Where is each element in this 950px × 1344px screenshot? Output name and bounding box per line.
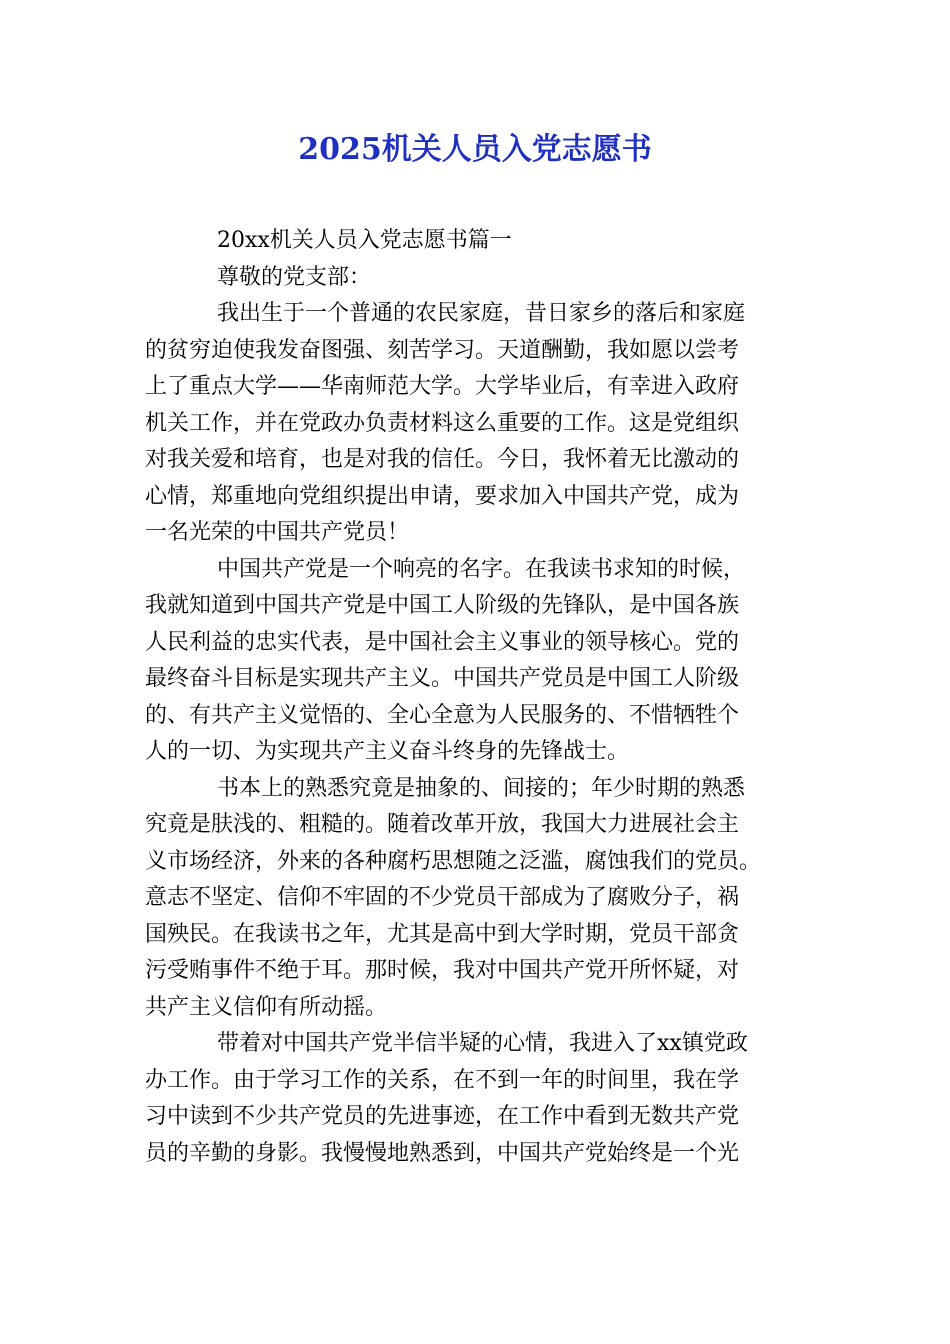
text-line-section-heading: 20xx机关人员入党志愿书篇一 (217, 228, 512, 253)
text-line-salutation: 尊敬的党支部： (217, 264, 372, 290)
text-line: 心情，郑重地向党组织提出申请，要求加入中国共产党，成为 (145, 483, 740, 509)
text-line: 人民利益的忠实代表，是中国社会主义事业的领导核心。党的 (145, 629, 740, 655)
text-line: 带着对中国共产党半信半疑的心情，我进入了xx镇党政 (217, 1031, 748, 1056)
text-line: 最终奋斗目标是实现共产主义。中国共产党员是中国工人阶级 (145, 666, 740, 691)
document-title: 2025机关人员入党志愿书 (298, 132, 652, 167)
text-line: 我就知道到中国共产党是中国工人阶级的先锋队，是中国各族 (145, 593, 740, 618)
text-line: 机关工作，并在党政办负责材料这么重要的工作。这是党组织 (145, 410, 740, 436)
text-line: 义市场经济，外来的各种腐朽思想随之泛滥，腐蚀我们的党员。 (145, 848, 762, 874)
text-line: 书本上的熟悉究竟是抽象的、间接的；年少时期的熟悉 (217, 775, 746, 801)
text-line: 人的一切、为实现共产主义奋斗终身的先锋战士。 (145, 739, 630, 764)
text-line: 习中读到不少共产党员的先进事迹，在工作中看到无数共产党 (145, 1104, 740, 1129)
text-line: 办工作。由于学习工作的关系，在不到一年的时间里，我在学 (145, 1067, 740, 1093)
text-line: 上了重点大学——华南师范大学。大学毕业后，有幸进入政府 (145, 374, 740, 399)
text-line: 究竟是肤浅的、粗糙的。随着改革开放，我国大力进展社会主 (145, 812, 740, 837)
document-body (145, 223, 810, 1172)
text-line: 国殃民。在我读书之年，尤其是高中到大学时期，党员干部贪 (145, 921, 740, 947)
text-line: 中国共产党是一个响亮的名字。在我读书求知的时候， (217, 556, 746, 582)
text-line: 对我关爱和培育，也是对我的信任。今日，我怀着无比激动的 (145, 447, 740, 472)
text-line: 污受贿事件不绝于耳。那时候，我对中国共产党开所怀疑，对 (145, 958, 740, 983)
text-line: 员的辛勤的身影。我慢慢地熟悉到，中国共产党始终是一个光 (145, 1140, 740, 1166)
text-line: 的贫穷迫使我发奋图强、刻苦学习。天道酬勤，我如愿以尝考 (145, 337, 740, 363)
text-line: 一名光荣的中国共产党员！ (145, 520, 410, 545)
text-line: 意志不坚定、信仰不牢固的不少党员干部成为了腐败分子，祸 (145, 885, 740, 910)
text-line: 的、有共产主义觉悟的、全心全意为人民服务的、不惜牺牲个 (145, 702, 740, 728)
text-line: 我出生于一个普通的农民家庭，昔日家乡的落后和家庭 (217, 301, 746, 326)
text-line: 共产主义信仰有所动摇。 (145, 994, 388, 1020)
